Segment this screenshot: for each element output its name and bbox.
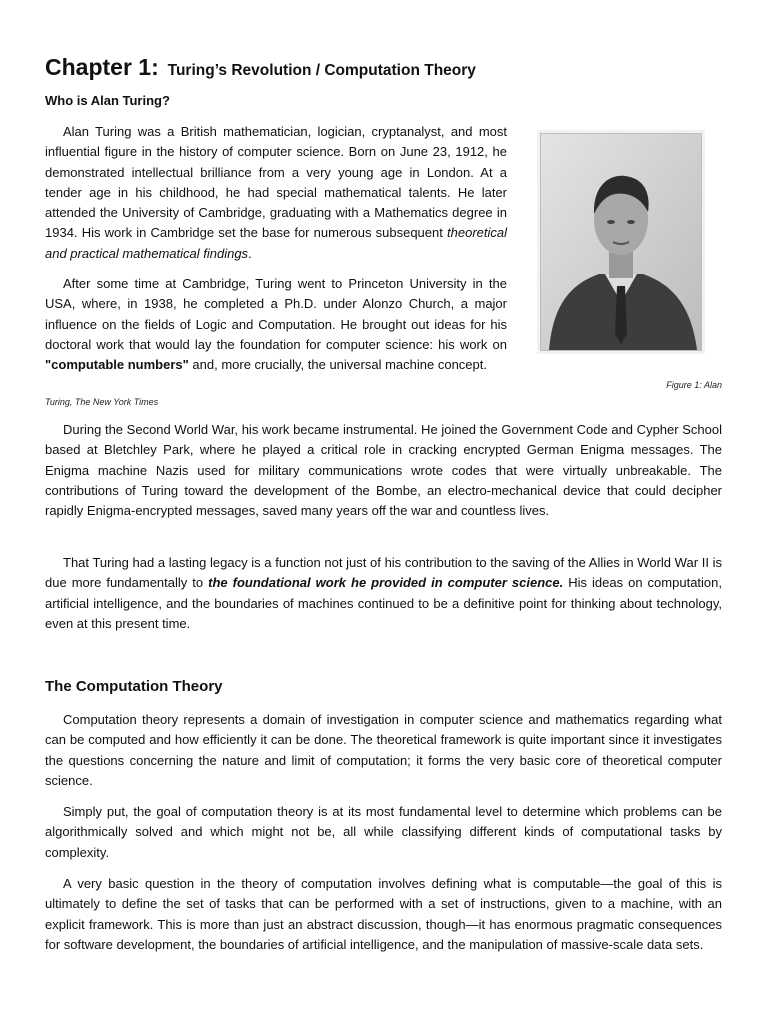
paragraph-text: Alan Turing was a British mathematician, logician, cryptanalyst, and most influential figure in the history of computer science. Born on June 23, 1912, he demonstrated intellectual brilliance from a very young age in London. At a tender age in his childhood, he had special mathematical talents. He later attended the University of Cambridge, graduating with a Mathematics degree in 1934. His work in Cambridge set the base for numerous subsequent xyxy=(45,124,507,241)
section-heading-computation-theory: The Computation Theory xyxy=(45,678,223,695)
paragraph-end: . xyxy=(248,245,252,261)
section-heading-who-is-turing: Who is Alan Turing? xyxy=(45,93,170,108)
bold-phrase: "computable numbers" xyxy=(45,357,189,373)
chapter-title xyxy=(45,50,722,85)
figure-caption-continued: Turing, The New York Times xyxy=(45,397,159,407)
document-page xyxy=(45,50,722,952)
paragraph-world-war: During the Second World War, his work became instrumental. He joined the Government Code and Cypher School based at Bletchley Park, where he played a critical role in cracking encrypted German Enigma messages. The Enigma machine Nazis used for military communications wrote codes that were virtually unbreakable. The contributions of Turing toward the development of the Bombe, an electro-mechanical device that could decipher rapidly Enigma-encrypted messages, saved many years off the war and countless lives. xyxy=(45,422,722,519)
paragraph-biography xyxy=(45,122,507,264)
paragraph-text: That Turing had a lasting legacy is a function not just of his contribution to the saving of the Allies in World War II is due more fundamentally to xyxy=(45,555,722,591)
paragraph-computable: A very basic question in the theory of computation involves defining what is computable—the goal of this is ultimately to define the set of tasks that can be performed with a set of instructions, given to a machine, with an explicit framework. This is more than just an abstract discussion, though—it has enormous pragmatic consequences for software development, the boundaries of artificial intelligence, and the manipulation of massive-scale data sets. xyxy=(45,876,722,952)
chapter-subtitle: Turing’s Revolution / Computation Theory xyxy=(167,62,476,79)
portrait-image xyxy=(541,134,701,350)
figure-caption: Figure 1: Alan xyxy=(666,380,722,390)
paragraph-legacy xyxy=(45,553,722,634)
paragraph-end: and, more crucially, the universal machine concept. xyxy=(188,357,487,373)
paragraph-text: After some time at Cambridge, Turing went to Princeton University in the USA, where, in 1938, he completed a Ph.D. under Alonzo Church, a major influence on the fields of Logic and Computation. He brought out ideas for his doctoral work that would lay the foundation for computer science: his work on xyxy=(45,276,507,352)
bold-italic-phrase: the foundational work he provided in computer science. xyxy=(208,575,564,591)
paragraph-computation-goal: Simply put, the goal of computation theory is at its most fundamental level to determine which problems can be algorithmically solved and which might not be, all while classifying different kinds of computational tasks by complexity. xyxy=(45,804,722,860)
intro-column xyxy=(45,122,507,376)
paragraph-end: His ideas on computation, artificial intelligence, and the boundaries of machines continued to be a definitive point for thinking about technology, even at this present time. xyxy=(45,575,722,631)
italic-phrase: theoretical and practical mathematical findings xyxy=(45,225,507,261)
portrait-photo xyxy=(540,133,702,351)
chapter-number: Chapter 1: xyxy=(45,54,159,80)
figure-portrait xyxy=(526,133,722,390)
paragraph-princeton xyxy=(45,274,507,375)
paragraph-computation-intro: Computation theory represents a domain of investigation in computer science and mathematics regarding what can be computed and how efficiently it can be done. The theoretical framework is quite important since it investigates the questions concerning the nature and limit of computation; it forms the very basic core of theoretical computer science. xyxy=(45,712,722,788)
